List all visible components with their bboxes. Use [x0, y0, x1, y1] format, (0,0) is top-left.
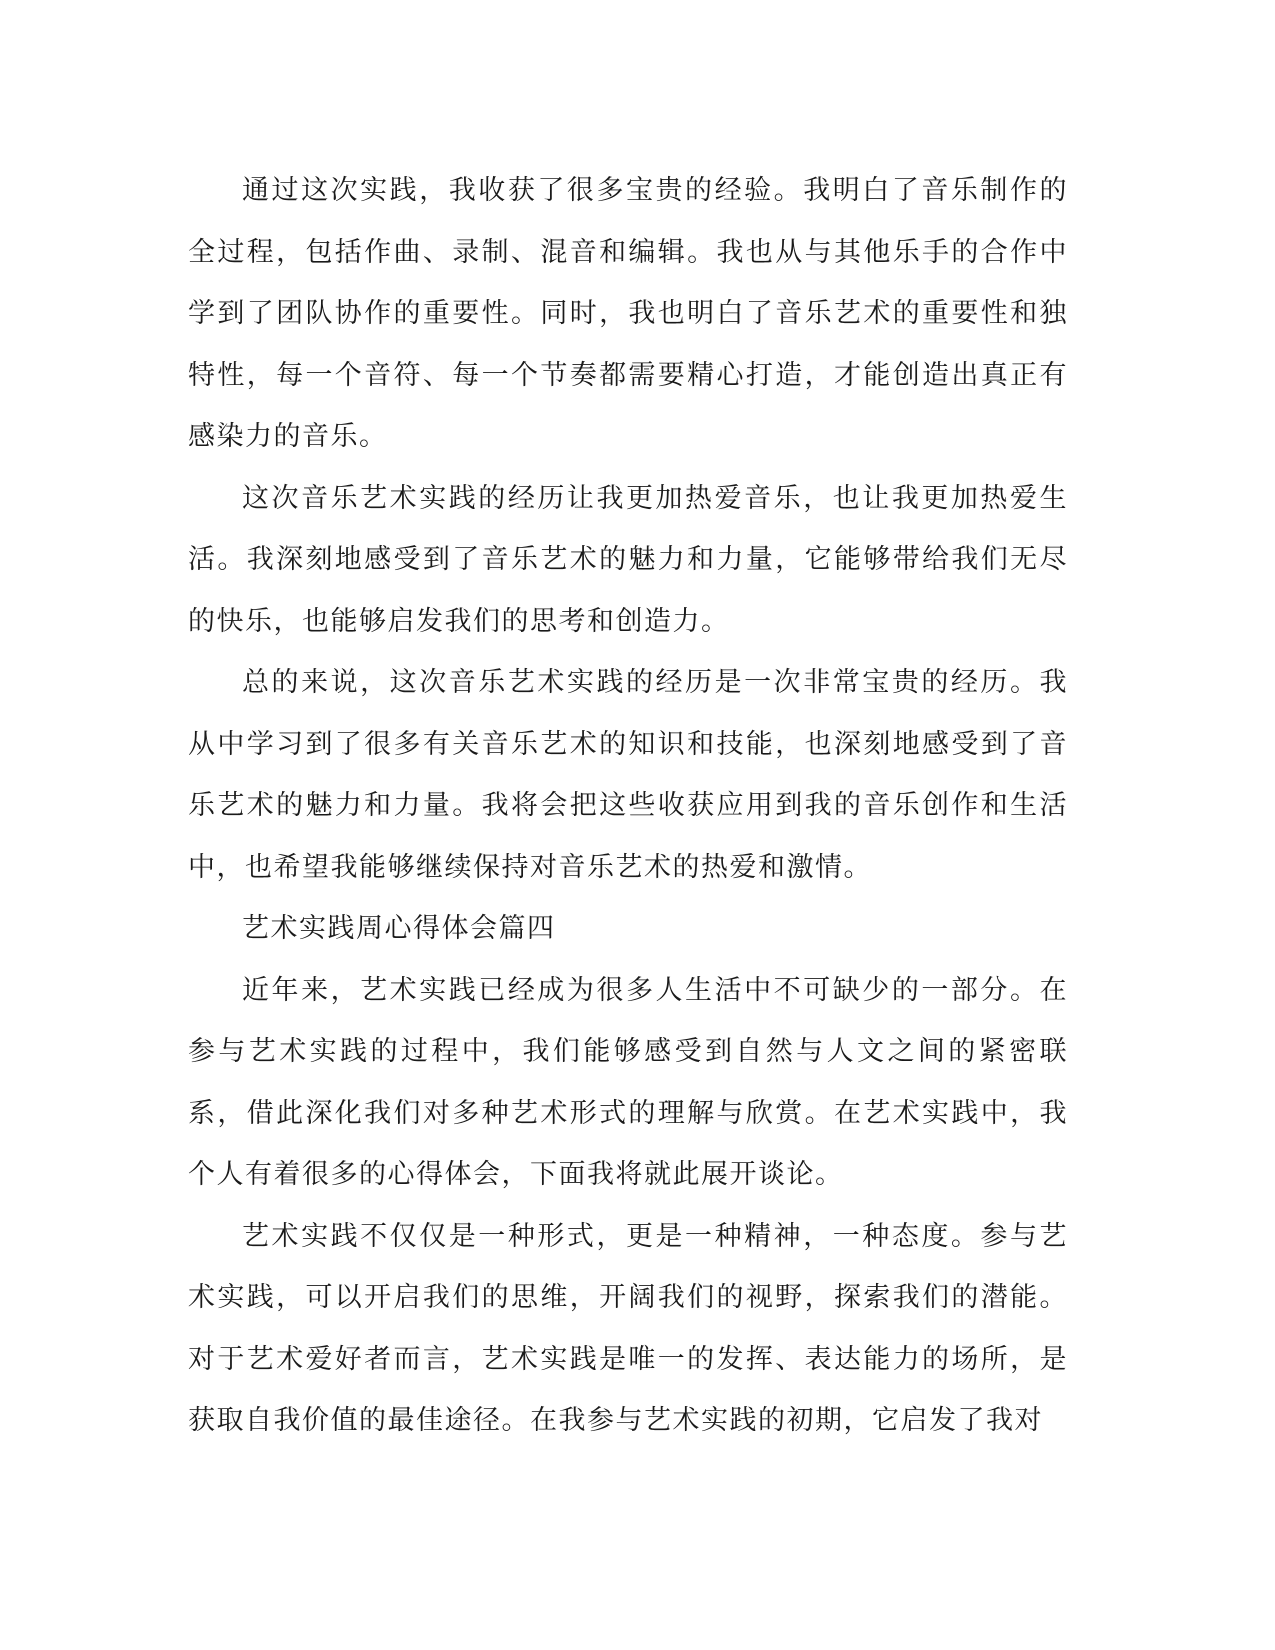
paragraph-5: 艺术实践不仅仅是一种形式，更是一种精神，一种态度。参与艺术实践，可以开启我们的思维，开阔我们的视野，探索我们的潜能。对于艺术爱好者而言，艺术实践是唯一的发挥、表达能力的场所，是获取自我价值的最佳途径。在我参与艺术实践的初期，它启发了我对: [188, 1220, 1068, 1436]
paragraph-3: 总的来说，这次音乐艺术实践的经历是一次非常宝贵的经历。我从中学习到了很多有关音乐艺术的知识和技能，也深刻地感受到了音乐艺术的魅力和力量。我将会把这些收获应用到我的音乐创作和生活中，也希望我能够继续保持对音乐艺术的热爱和激情。: [188, 667, 1068, 883]
paragraph-4: 近年来，艺术实践已经成为很多人生活中不可缺少的一部分。在参与艺术实践的过程中，我们能够感受到自然与人文之间的紧密联系，借此深化我们对多种艺术形式的理解与欣赏。在艺术实践中，我个人有着很多的心得体会，下面我将就此展开谈论。: [188, 974, 1068, 1190]
paragraph-2: 这次音乐艺术实践的经历让我更加热爱音乐，也让我更加热爱生活。我深刻地感受到了音乐艺术的魅力和力量，它能够带给我们无尽的快乐，也能够启发我们的思考和创造力。: [188, 482, 1068, 637]
section-heading: 艺术实践周心得体会篇四: [242, 913, 556, 944]
paragraph-1: 通过这次实践，我收获了很多宝贵的经验。我明白了音乐制作的全过程，包括作曲、录制、混音和编辑。我也从与其他乐手的合作中学到了团队协作的重要性。同时，我也明白了音乐艺术的重要性和独特性，每一个音符、每一个节奏都需要精心打造，才能创造出真正有感染力的音乐。: [188, 175, 1068, 452]
document-body: [188, 160, 1068, 1452]
